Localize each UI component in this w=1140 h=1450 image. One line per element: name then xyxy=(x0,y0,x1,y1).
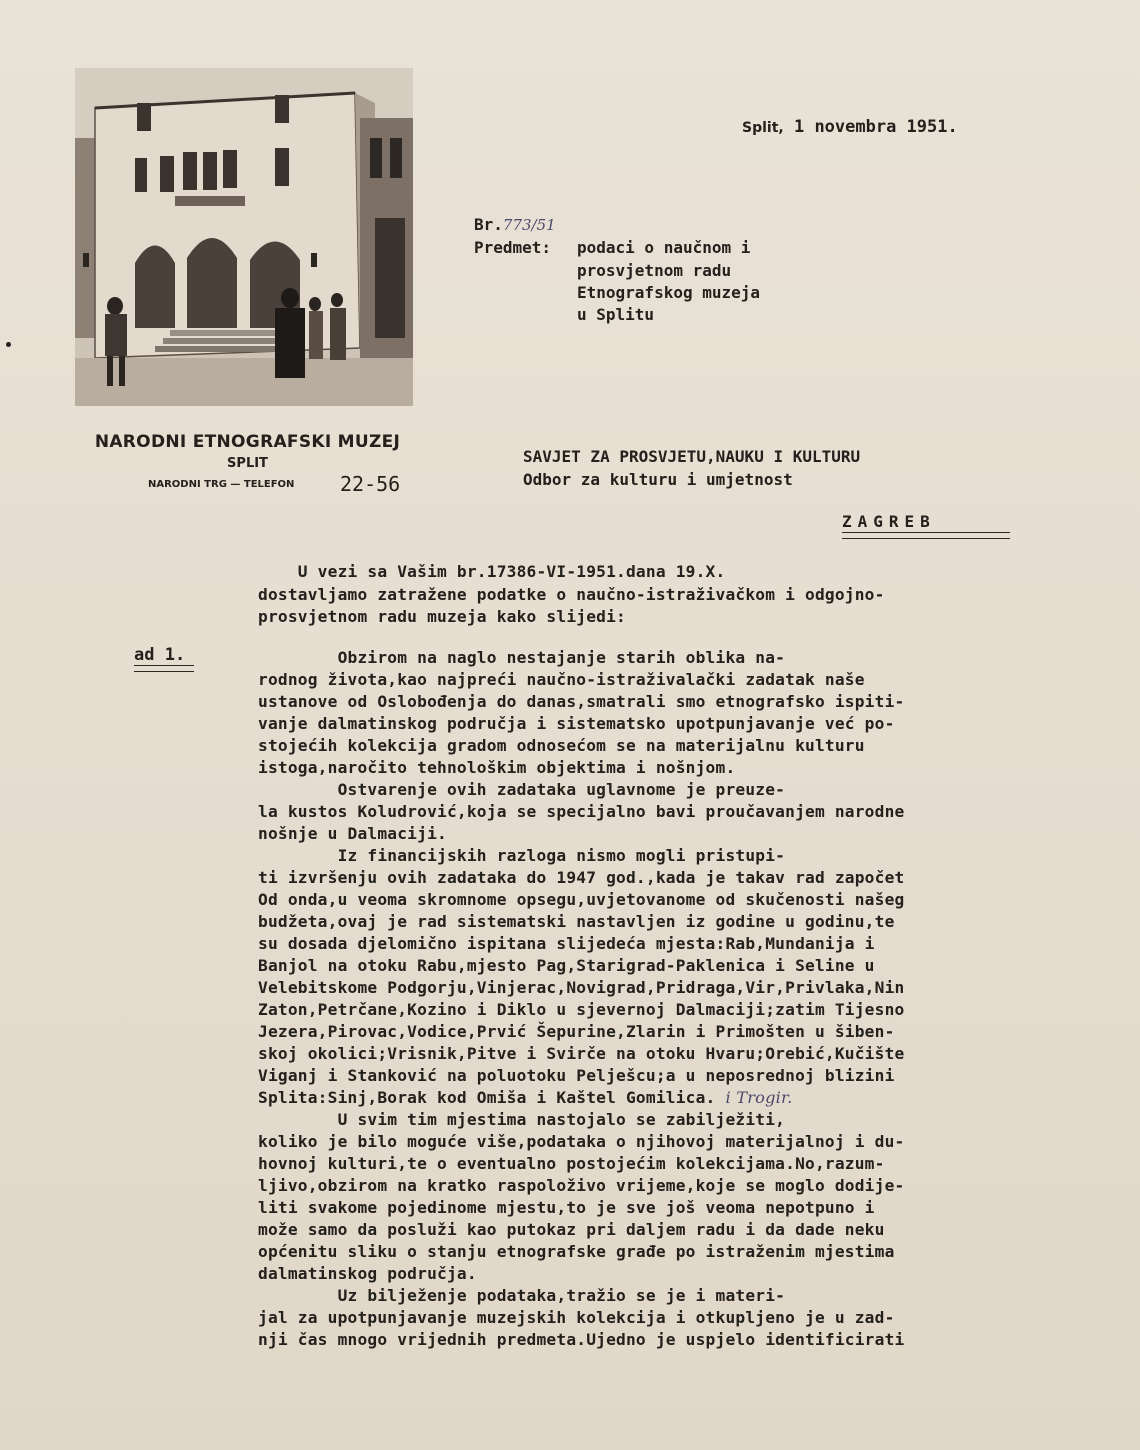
reference-label: Br. xyxy=(474,215,503,234)
body-line: jal za upotpunjavanje muzejskih kolekcija i otkupljeno je u zad- xyxy=(258,1308,895,1327)
date-place: Split, xyxy=(742,120,784,136)
section-label: ad 1. xyxy=(134,645,186,665)
body-line: vanje dalmatinskog područja i sistematsko upotpunjavanje već po- xyxy=(258,714,895,733)
body-line: nji čas mnogo vrijednih predmeta.Ujedno je uspjelo identificirati xyxy=(258,1330,905,1349)
body-line: U vezi sa Vašim br.17386-VI-1951.dana 19.X. xyxy=(258,562,726,581)
body-line: hovnoj kulturi,te o eventualno postojećim kolekcijama.No,razum- xyxy=(258,1154,885,1173)
museum-name: NARODNI ETNOGRAFSKI MUZEJ xyxy=(94,432,401,452)
section-underline xyxy=(134,665,194,672)
museum-address: NARODNI TRG — TELEFON xyxy=(148,479,295,490)
body-line: Iz financijskih razloga nismo mogli pristupi- xyxy=(258,846,786,865)
building-illustration xyxy=(75,68,413,406)
reference-handwritten-number: 773/51 xyxy=(502,216,556,234)
body-line: stojećih kolekcija gradom odnosećom se na materijalnu kulturu xyxy=(258,736,865,755)
museum-building-engraving xyxy=(75,68,413,406)
body-line: Viganj i Stanković na poluotoku Pelješcu;a u neposrednoj blizini xyxy=(258,1066,895,1085)
punch-hole xyxy=(6,342,11,347)
body-line: Velebitskome Podgorju,Vinjerac,Novigrad,Pridraga,Vir,Privlaka,Nin xyxy=(258,978,905,997)
museum-phone: 22-56 xyxy=(340,472,401,496)
body-line: Uz bilježenje podataka,tražio se je i materi- xyxy=(258,1286,786,1305)
body-line xyxy=(258,1088,793,1107)
handwritten-note: i Trogir. xyxy=(725,1088,793,1107)
body-line: ljivo,obzirom na kratko raspoloživo vrijeme,koje se moglo dodije- xyxy=(258,1176,905,1195)
body-line: liti svakome pojedinome mjestu,to je sve još veoma nepotpuno i xyxy=(258,1198,875,1217)
letter-date xyxy=(742,117,958,137)
museum-city: SPLIT xyxy=(227,456,268,471)
body-line: koliko je bilo moguće više,podataka o njihovoj materijalnoj i du- xyxy=(258,1132,905,1151)
recipient-city: ZAGREB xyxy=(842,512,936,531)
body-line: nošnje u Dalmaciji. xyxy=(258,824,447,843)
body-line: Ostvarenje ovih zadataka uglavnome je preuze- xyxy=(258,780,786,799)
city-underline xyxy=(842,532,1010,539)
body-line: Od onda,u veoma skromnome opsegu,uvjetovanome od skučenosti našeg xyxy=(258,890,905,909)
body-line: može samo da posluži kao putokaz pri daljem radu i da dade neku xyxy=(258,1220,885,1239)
body-line: rodnog života,kao najpreći naučno-istraživalački zadatak naše xyxy=(258,670,865,689)
body-line: dalmatinskog područja. xyxy=(258,1264,477,1283)
subject-line: u Splitu xyxy=(577,305,655,324)
body-line: dostavljamo zatražene podatke o naučno-istraživačkom i odgojno- xyxy=(258,585,885,604)
reference-number xyxy=(474,215,556,234)
body-line: ti izvršenju ovih zadataka do 1947 god.,kada je takav rad započet xyxy=(258,868,905,887)
body-line: općenitu sliku o stanju etnografske građe po istraženim mjestima xyxy=(258,1242,895,1261)
body-line: Zaton,Petrčane,Kozino i Diklo u sjevernoj Dalmaciji;zatim Tijesno xyxy=(258,1000,905,1019)
body-line: ustanove od Oslobođenja do danas,smatrali smo etnografsko ispiti- xyxy=(258,692,905,711)
subject-label: Predmet: xyxy=(474,238,552,257)
body-line: U svim tim mjestima nastojalo se zabilježiti, xyxy=(258,1110,786,1129)
body-line: istoga,naročito tehnološkim objektima i nošnjom. xyxy=(258,758,736,777)
body-line: la kustos Koludrović,koja se specijalno bavi proučavanjem narodne xyxy=(258,802,905,821)
body-line: Obzirom na naglo nestajanje starih oblika na- xyxy=(258,648,786,667)
body-line: prosvjetnom radu muzeja kako slijedi: xyxy=(258,607,626,626)
body-line: Jezera,Pirovac,Vodice,Prvić Šepurine,Zlarin i Primošten u šiben- xyxy=(258,1022,895,1041)
body-line: su dosada djelomično ispitana slijedeća mjesta:Rab,Mundanija i xyxy=(258,934,875,953)
subject-line: Etnografskog muzeja xyxy=(577,283,761,302)
recipient-line-1: SAVJET ZA PROSVJETU,NAUKU I KULTURU xyxy=(523,447,861,466)
subject-line: prosvjetnom radu xyxy=(577,261,732,280)
body-line: skoj okolici;Vrisnik,Pitve i Svirče na otoku Hvaru;Orebić,Kučište xyxy=(258,1044,905,1063)
recipient-line-2: Odbor za kulturu i umjetnost xyxy=(523,470,793,489)
body-line: budžeta,ovaj je rad sistematski nastavljen iz godine u godinu,te xyxy=(258,912,895,931)
body-line: Banjol na otoku Rabu,mjesto Pag,Starigrad-Paklenica i Seline u xyxy=(258,956,875,975)
date-text: 1 novembra 1951. xyxy=(793,117,958,137)
subject-line: podaci o naučnom i xyxy=(577,238,751,257)
body-line-text: Splita:Sinj,Borak kod Omiša i Kaštel Gomilica. xyxy=(258,1088,716,1107)
